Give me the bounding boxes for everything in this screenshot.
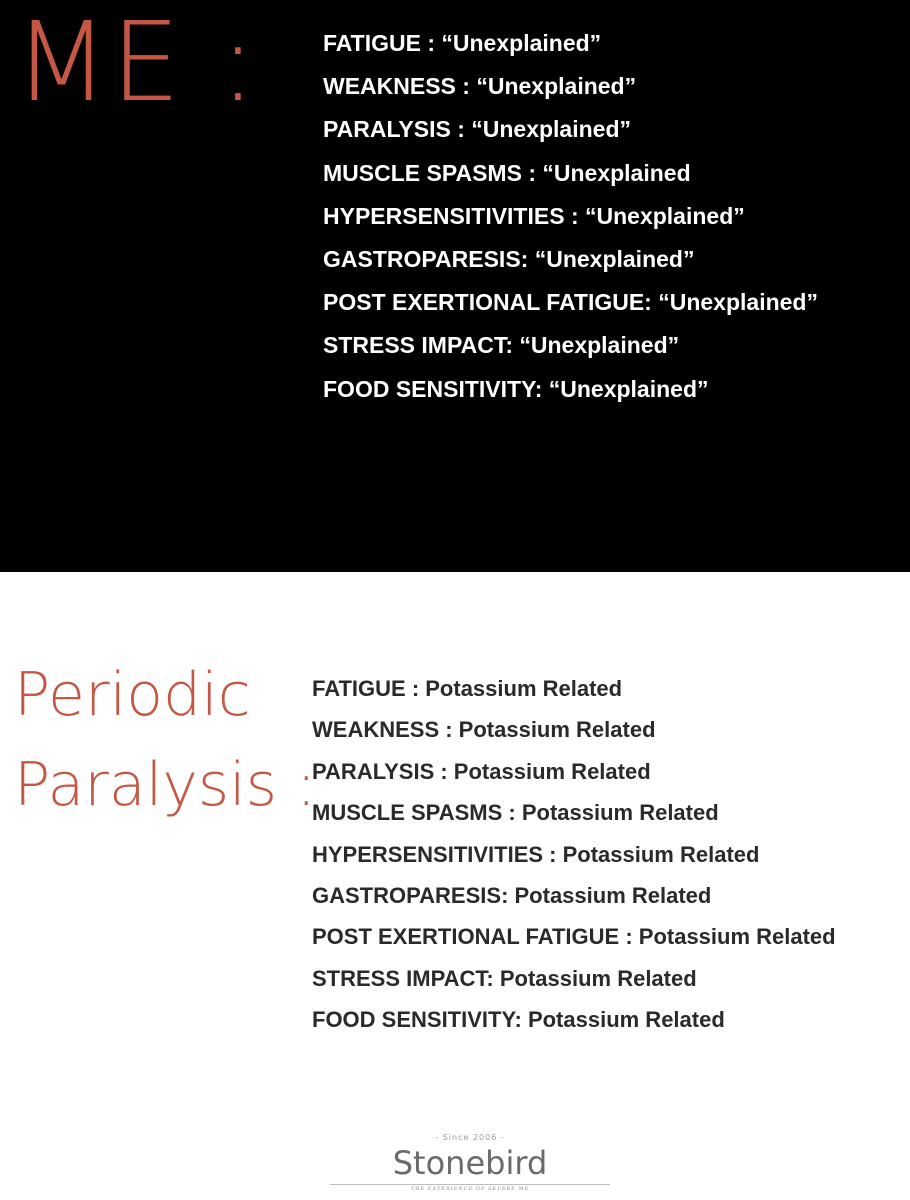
- me-section: [0, 0, 910, 572]
- pp-symptom-item: PARALYSIS : Potassium Related: [312, 758, 651, 784]
- pp-symptom-item: STRESS IMPACT: Potassium Related: [312, 965, 697, 991]
- me-symptom-item: POST EXERTIONAL FATIGUE: “Unexplained”: [323, 289, 818, 316]
- pp-symptom-list: [312, 674, 836, 1047]
- pp-symptom-item: MUSCLE SPASMS : Potassium Related: [312, 800, 719, 826]
- me-symptom-item: HYPERSENSITIVITIES : “Unexplained”: [323, 202, 745, 229]
- stonebird-logo: [330, 1132, 610, 1198]
- logo-since: - Since 2006 -: [435, 1133, 505, 1142]
- pp-symptom-item: GASTROPARESIS: Potassium Related: [312, 882, 712, 908]
- pp-symptom-item: WEAKNESS : Potassium Related: [312, 717, 656, 743]
- me-symptom-item: WEAKNESS : “Unexplained”: [323, 73, 637, 100]
- heading-line: Paralysis :: [14, 750, 317, 820]
- pp-symptom-item: FATIGUE : Potassium Related: [312, 676, 623, 701]
- logo-tagline: THE EXPERIENCE OF SEVERE ME: [410, 1186, 530, 1192]
- me-symptom-item: FOOD SENSITIVITY: “Unexplained”: [323, 375, 709, 402]
- me-symptom-item: PARALYSIS : “Unexplained”: [323, 116, 632, 143]
- pp-symptom-item: FOOD SENSITIVITY: Potassium Related: [312, 1007, 725, 1033]
- logo-name: Stonebird: [392, 1144, 548, 1182]
- me-symptom-item: GASTROPARESIS: “Unexplained”: [323, 245, 695, 272]
- me-heading: ME :: [14, 0, 259, 126]
- pp-symptom-item: POST EXERTIONAL FATIGUE : Potassium Related: [312, 924, 836, 950]
- periodic-paralysis-heading: [14, 650, 316, 830]
- me-symptom-list: [323, 28, 818, 417]
- me-symptom-item: STRESS IMPACT: “Unexplained”: [323, 332, 680, 359]
- pp-symptom-item: HYPERSENSITIVITIES : Potassium Related: [312, 841, 760, 867]
- heading-line: Periodic: [14, 660, 251, 730]
- me-symptom-item: FATIGUE : “Unexplained”: [323, 30, 602, 56]
- me-symptom-item: MUSCLE SPASMS : “Unexplained: [323, 159, 691, 186]
